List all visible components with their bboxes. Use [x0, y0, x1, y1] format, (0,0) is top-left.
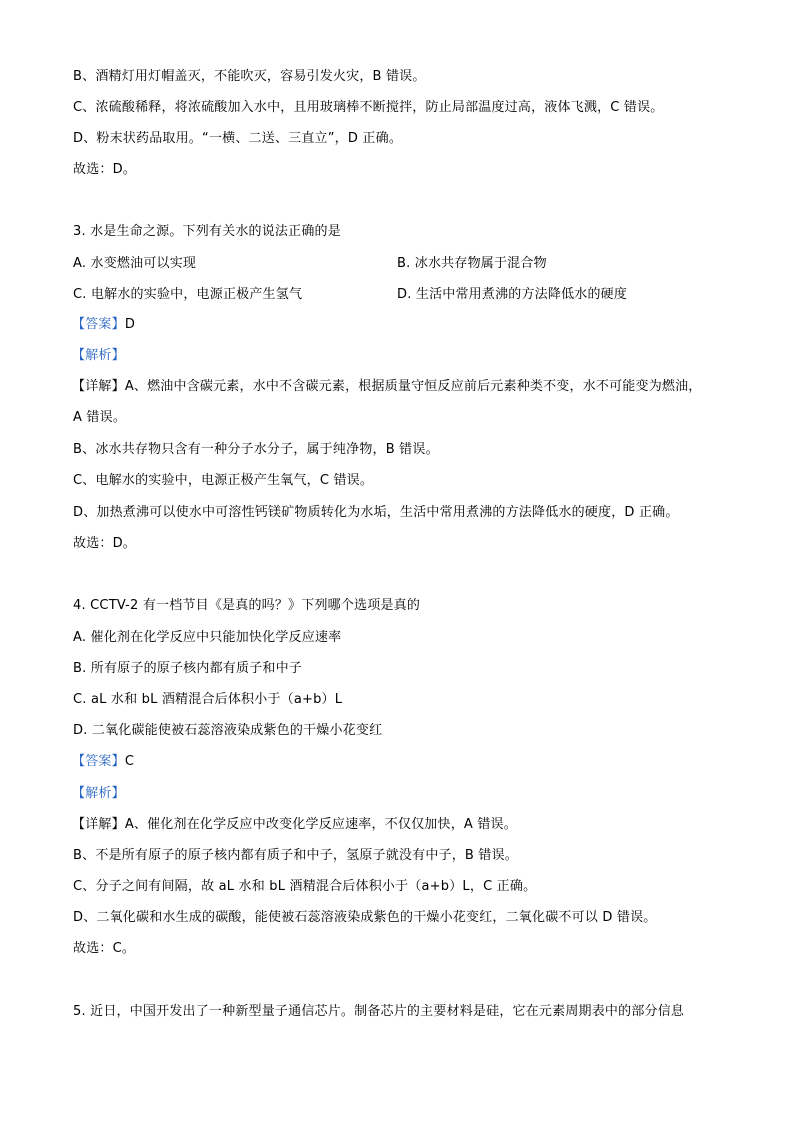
q3-detail-tag: 【详解】	[72, 379, 125, 394]
q3-analysis-label: 【解析】	[72, 348, 125, 363]
q3-analysis-tag	[72, 347, 125, 365]
q3-detail-d: D、加热煮沸可以使水中可溶性钙镁矿物质转化为水垢，生活中常用煮沸的方法降低水的硬度，D 正确。	[73, 505, 679, 520]
q3-detail-a1: A、燃油中含碳元素，水中不含碳元素，根据质量守恒反应前后元素种类不变，水不可能变为燃油，	[124, 379, 702, 394]
q4-detail-a	[72, 816, 517, 834]
q3-detail-a-line2: A 错误。	[73, 410, 127, 425]
q4-analysis-label: 【解析】	[72, 786, 125, 801]
q3-option-b: B. 冰水共存物属于混合物	[397, 256, 547, 271]
q4-option-b: B. 所有原子的原子核内都有质子和中子	[73, 661, 302, 676]
q3-detail-b: B、冰水共存物只含有一种分子水分子，属于纯净物，B 错误。	[73, 442, 439, 457]
q4-answer-line	[72, 753, 134, 771]
q4-selection: 故选：C。	[73, 941, 136, 956]
q5-stem: 5. 近日，中国开发出了一种新型量子通信芯片。制备芯片的主要材料是硅，它在元素周期表中的部分信息	[73, 1004, 685, 1019]
q3-answer-value: D	[124, 317, 136, 332]
q4-detail-c: C、分子之间有间隔，故 aL 水和 bL 酒精混合后体积小于（a+b）L，C 正确。	[73, 879, 537, 894]
q2-explanation-c: C、浓硫酸稀释，将浓硫酸加入水中，且用玻璃棒不断搅拌，防止局部温度过高，液体飞溅，C 错误。	[73, 100, 664, 115]
q3-answer-line	[72, 316, 135, 334]
q2-explanation-b: B、酒精灯用灯帽盖灭，不能吹灭，容易引发火灾，B 错误。	[73, 69, 426, 84]
q3-detail-c: C、电解水的实验中，电源正极产生氧气，C 错误。	[73, 473, 374, 488]
q4-stem: 4. CCTV-2 有一档节目《是真的吗？》下列哪个选项是真的	[73, 598, 421, 613]
q2-explanation-d: D、粉末状药品取用。“一横、二送、三直立”，D 正确。	[73, 131, 403, 146]
q4-option-c: C. aL 水和 bL 酒精混合后体积小于（a+b）L	[73, 692, 343, 707]
q3-detail-a-line1	[72, 378, 702, 396]
q3-selection: 故选：D。	[73, 536, 137, 551]
q4-detail-tag: 【详解】	[72, 817, 125, 832]
q4-option-d: D. 二氧化碳能使被石蕊溶液染成紫色的干燥小花变红	[73, 723, 383, 738]
q3-option-d: D. 生活中常用煮沸的方法降低水的硬度	[397, 287, 628, 302]
q4-detail-b: B、不是所有原子的原子核内都有质子和中子，氢原子就没有中子，B 错误。	[73, 848, 518, 863]
q4-detail-d: D、二氧化碳和水生成的碳酸，能使被石蕊溶液染成紫色的干燥小花变红，二氧化碳不可以 D 错误。	[73, 910, 657, 925]
q3-answer-tag: 【答案】	[72, 317, 125, 332]
q3-stem: 3. 水是生命之源。下列有关水的说法正确的是	[73, 224, 341, 239]
q4-answer-value: C	[124, 754, 135, 769]
q3-option-a: A. 水变燃油可以实现	[73, 256, 197, 271]
q3-option-c: C. 电解水的实验中，电源正极产生氢气	[73, 287, 303, 302]
q2-selection: 故选：D。	[73, 162, 137, 177]
q4-option-a: A. 催化剂在化学反应中只能加快化学反应速率	[73, 630, 342, 645]
q4-analysis-tag	[72, 785, 125, 803]
q4-answer-tag: 【答案】	[72, 754, 125, 769]
q4-detail-a-text: A、催化剂在化学反应中改变化学反应速率，不仅仅加快，A 错误。	[124, 817, 517, 832]
